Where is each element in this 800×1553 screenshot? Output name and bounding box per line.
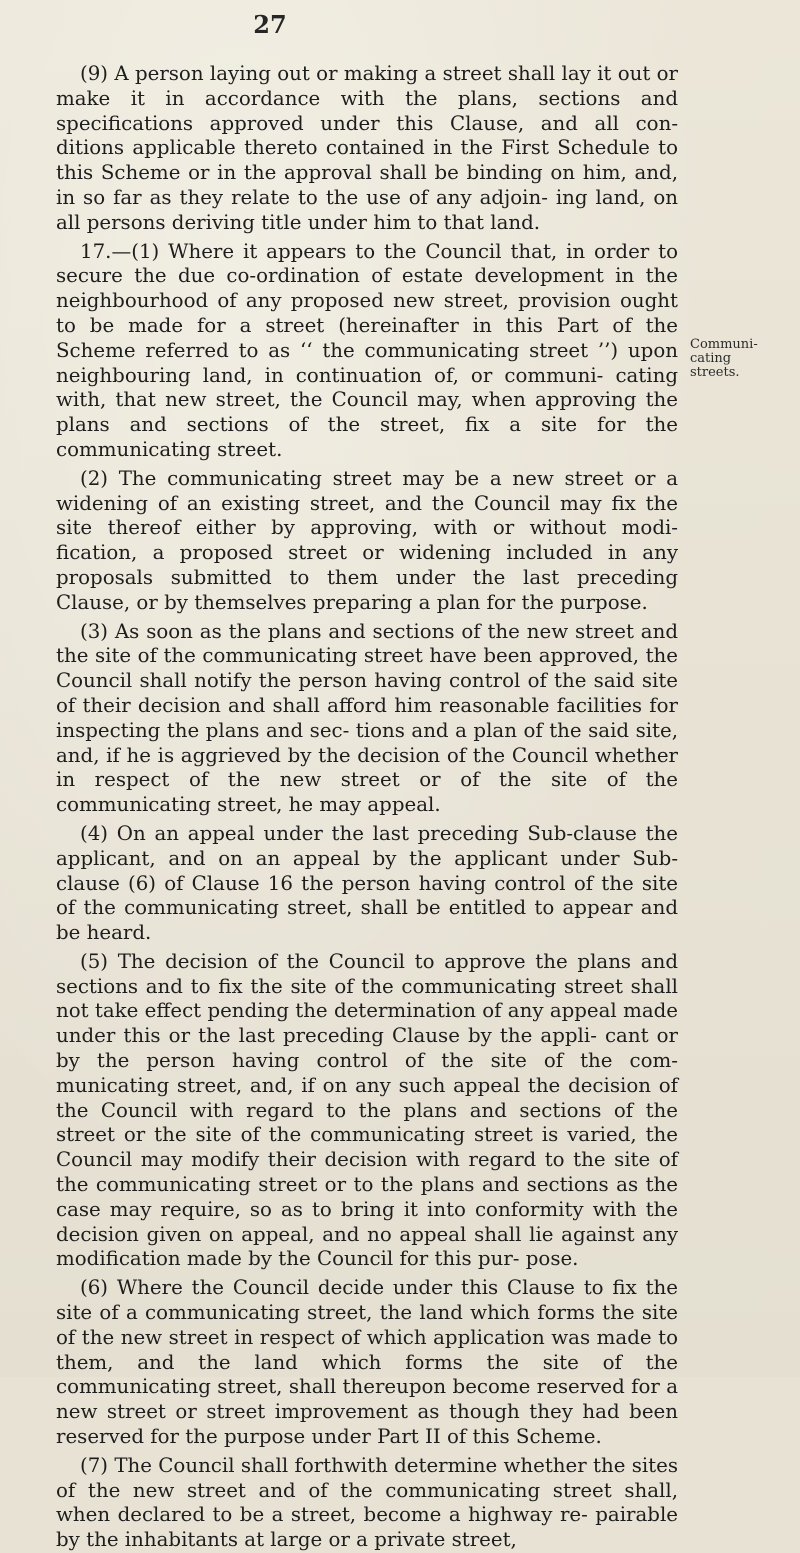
margin-note-line: streets. <box>690 365 740 380</box>
paragraph-clause-16-9: (9) A person laying out or making a street shall lay it out or make it in accordance with the plans, sections and specifications approved under this Clause, and all con- ditions applicable thereto contained in the First Schedule to this Scheme or in the approval shall be binding on him, and, in so far as they relate to the use of any adjoin- ing land, on all persons deriving title under him to that land. <box>56 62 678 234</box>
paragraph-clause-17-2: (2) The communicating street may be a new street or a widening of an existing street, and the Council may fix the site thereof either by approving, with or without modi- fication, a proposed street or widening included in any proposals submitted to them under the last preceding Clause, or by themselves preparing a plan for the purpose. <box>56 466 678 614</box>
paragraph-clause-17-7: (7) The Council shall forthwith determine whether the sites of the new street and of the communicating street shall, when declared to be a street, become a highway re- pairable by the inhabitants at large or a private street, <box>56 1453 678 1552</box>
paragraph-clause-17-1: 17.—(1) Where it appears to the Council that, in order to secure the due co-ordination of estate development in the neighbourhood of any proposed new street, provision ought to be made for a street (hereinafter in this Part of the Scheme referred to as ‘‘ the communicating street ’’) upon neighbouring land, in continuation of, or communi- cating with, that new street, the Council may, when approving the plans and sections of the street, fix a site for the communicating street. <box>56 239 678 461</box>
margin-note-line: Communi- <box>690 337 758 352</box>
page-number: 27 <box>253 10 287 39</box>
paragraph-clause-17-5: (5) The decision of the Council to approve the plans and sections and to fix the site of the communicating street shall not take effect pending the determination of any appeal made under this or the last preceding Clause by the appli- cant or by the person having control of the site of the com- municating street, and, if on any such appeal the decision of the Council with regard to the plans and sections of the street or the site of the communicating street is varied, the Council may modify their decision with regard to the site of the communicating street or to the plans and sections as the case may require, so as to bring it into conformity with the decision given on appeal, and no appeal shall lie against any modification made by the Council for this pur- pose. <box>56 949 678 1271</box>
margin-note-line: cating <box>690 351 732 366</box>
margin-note <box>690 338 770 380</box>
paragraph-clause-17-3: (3) As soon as the plans and sections of the new street and the site of the communicating street have been approved, the Council shall notify the person having control of the said site of their decision and shall afford him reasonable facilities for inspecting the plans and sec- tions and a plan of the said site, and, if he is aggrieved by the decision of the Council whether in respect of the new street or of the site of the communicating street, he may appeal. <box>56 619 678 817</box>
paragraph-clause-17-6: (6) Where the Council decide under this Clause to fix the site of a communicating street, the land which forms the site of the new street in respect of which application was made to them, and the land which forms the site of the communicating street, shall thereupon become reserved for a new street or street improvement as though they had been reserved for the purpose under Part II of this Scheme. <box>56 1276 678 1449</box>
clause-text <box>56 62 678 1552</box>
paragraph-clause-17-4: (4) On an appeal under the last preceding Sub-clause the applicant, and on an appeal by the applicant under Sub-clause (6) of Clause 16 the person having control of the site of the communicating street, shall be entitled to appear and be heard. <box>56 821 678 945</box>
